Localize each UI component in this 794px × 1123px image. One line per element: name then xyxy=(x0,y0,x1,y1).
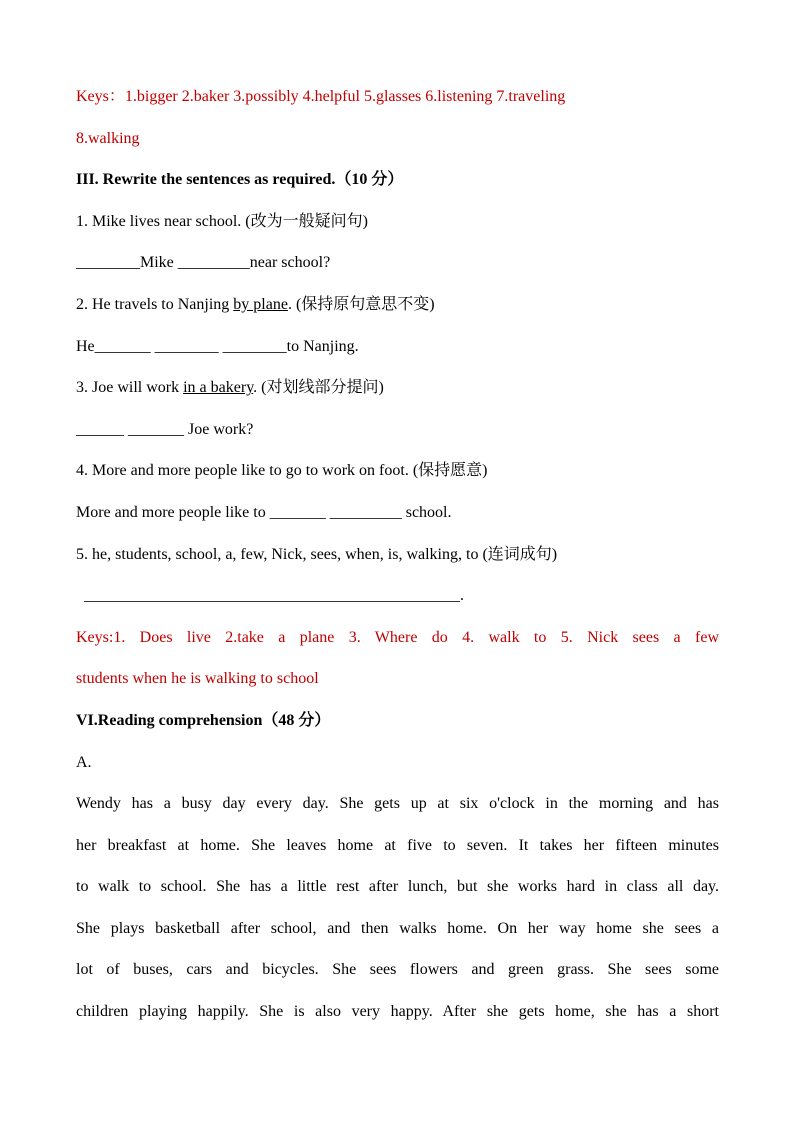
passage-line: children playing happily. She is also very happy. After she gets home, she has a short xyxy=(76,1003,719,1021)
question-2-text: 2. He travels to Nanjing xyxy=(76,295,234,313)
passage-line: She plays basketball after school, and then walks home. On her way home she sees a xyxy=(76,919,719,937)
question-2-instruction: . (保持原句意思不变) xyxy=(287,295,435,313)
passage-label: A. xyxy=(76,753,92,771)
section-heading: VI.Reading comprehension（48 分） xyxy=(76,711,331,729)
passage-line: lot of buses, cars and bicycles. She sees flowers and green grass. She sees some xyxy=(76,961,719,979)
keys-line: Keys:1. Does live 2.take a plane 3. Where do 4. walk to 5. Nick sees a few xyxy=(76,628,719,646)
question-1: 1. Mike lives near school. (改为一般疑问句) xyxy=(76,212,368,230)
section-heading: III. Rewrite the sentences as required.（10 分） xyxy=(76,171,404,189)
question-2 xyxy=(76,294,721,336)
keys-line: Keys：1.bigger 2.baker 3.possibly 4.helpful 5.glasses 6.listening 7.traveling xyxy=(76,88,566,105)
passage-line: Wendy has a busy day every day. She gets up at six o'clock in the morning and has xyxy=(76,795,719,813)
question-3-text: 3. Joe will work xyxy=(76,379,184,397)
question-5: 5. he, students, school, a, few, Nick, sees, when, is, walking, to (连词成句) xyxy=(76,545,558,563)
keys-line: 8.walking xyxy=(76,129,140,147)
question-3-underlined: in a bakery xyxy=(183,379,254,397)
passage-line: her breakfast at home. She leaves home at five to seven. It takes her fifteen minutes xyxy=(76,836,719,854)
worksheet-page xyxy=(76,86,721,1043)
keys-line: students when he is walking to school xyxy=(76,670,319,688)
passage-line: to walk to school. She has a little rest after lunch, but she works hard in class all day. xyxy=(76,878,719,896)
question-3-instruction: . (对划线部分提问) xyxy=(253,379,384,397)
answer-blank-4: More and more people like to _______ _________ school. xyxy=(76,503,452,521)
answer-blank-2: He_______ ________ ________to Nanjing. xyxy=(76,337,359,355)
answer-blank-3: ______ _______ Joe work? xyxy=(76,420,254,438)
question-3 xyxy=(76,377,721,419)
question-4: 4. More and more people like to go to work on foot. (保持愿意) xyxy=(76,462,488,480)
question-2-underlined: by plane xyxy=(233,295,288,313)
answer-blank-5: _______________________________________________. xyxy=(84,587,464,605)
answer-blank-1: ________Mike _________near school? xyxy=(76,254,331,272)
